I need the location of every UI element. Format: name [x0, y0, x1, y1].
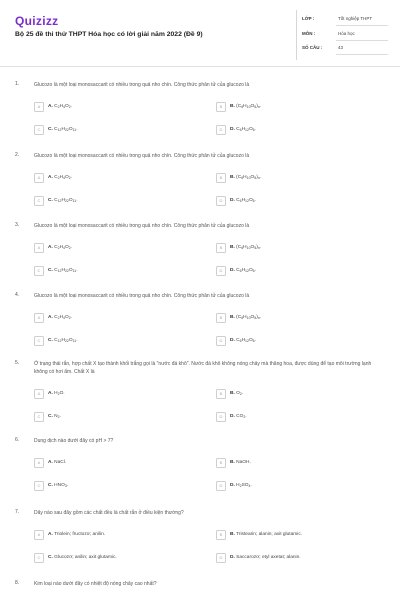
option-checkbox[interactable]: D — [216, 336, 226, 346]
option-value: $C_2H_4O_2$. — [54, 244, 73, 250]
option-checkbox[interactable]: B — [216, 389, 226, 399]
option-text — [48, 483, 68, 488]
option-value: Triolein; fructozơ; anilin. — [54, 531, 106, 537]
document-title: Bộ 25 đề thi thử THPT Hóa học có lời giải năm 2022 (Đề 9) — [15, 31, 203, 38]
option-letter: B. — [230, 459, 237, 465]
option-text — [230, 391, 243, 396]
option-letter: C. — [48, 337, 55, 343]
option-checkbox[interactable]: C — [34, 266, 44, 276]
option-letter: C. — [48, 482, 55, 488]
option-checkbox[interactable]: C — [34, 196, 44, 206]
option-checkbox[interactable]: A — [34, 389, 44, 399]
option-checkbox[interactable]: A — [34, 530, 44, 540]
option-text — [48, 414, 61, 419]
option-checkbox[interactable]: C — [34, 481, 44, 491]
option-value: $N_2$. — [54, 413, 61, 419]
option-checkbox[interactable]: C — [34, 553, 44, 563]
option-value: $(C_6H_{10}O_5)_n$. — [236, 244, 262, 250]
option-text — [48, 532, 105, 537]
option-text — [230, 460, 251, 465]
option-checkbox[interactable]: C — [34, 336, 44, 346]
option-text — [48, 338, 78, 343]
option-letter: D. — [230, 267, 237, 273]
question-text: Kim loại nào dưới đây có nhiệt độ nóng chảy cao nhất? — [34, 581, 157, 587]
option-checkbox[interactable]: A — [34, 458, 44, 468]
option-checkbox[interactable]: B — [216, 243, 226, 253]
option-text — [230, 532, 302, 537]
option-letter: B. — [230, 390, 237, 396]
option-text — [48, 555, 117, 560]
meta-label-subject: MÔN : — [302, 31, 316, 36]
option-value: $H_2SO_4$. — [236, 482, 252, 488]
question-text: Dãy nào sau đây gồm các chất đều là chất rắn ở điều kiện thường? — [34, 510, 184, 516]
meta-underline — [336, 54, 388, 55]
option-value: $C_2H_4O_2$. — [54, 174, 73, 180]
meta-label-count: SỐ CÂU : — [302, 45, 323, 50]
option-text — [48, 175, 72, 180]
option-letter: A. — [48, 244, 55, 250]
option-letter: D. — [230, 482, 237, 488]
option-text — [230, 104, 261, 109]
question-number: 7. — [15, 509, 20, 515]
option-checkbox[interactable]: C — [34, 125, 44, 135]
question-text: Glucozo là một loại monosaccarit có nhiều trong quả nho chín. Công thức phân tử của glucozo là — [34, 153, 250, 159]
question-text: Glucozo là một loại monosaccarit có nhiều trong quả nho chín. Công thức phân tử của glucozo là — [34, 82, 250, 88]
option-value: $H_2O$. — [54, 390, 65, 396]
option-value: $C_6H_{12}O_6$. — [236, 337, 256, 343]
meta-value-grade: Tốt nghiệp THPT — [338, 16, 373, 21]
option-text — [230, 414, 247, 419]
option-letter: A. — [48, 174, 55, 180]
option-checkbox[interactable]: D — [216, 125, 226, 135]
question-number: 2. — [15, 152, 20, 158]
question-text: Glucozo là một loại monosaccarit có nhiều trong quả nho chín. Công thức phân tử của glucozo là — [34, 293, 250, 299]
option-text — [230, 483, 252, 488]
option-text — [230, 555, 301, 560]
option-value: $C_{12}H_{22}O_{11}$. — [54, 197, 78, 203]
option-value: NaOH. — [236, 459, 251, 465]
option-checkbox[interactable]: A — [34, 243, 44, 253]
option-letter: A. — [48, 103, 55, 109]
option-text — [48, 198, 78, 203]
option-checkbox[interactable]: A — [34, 173, 44, 183]
option-letter: D. — [230, 126, 237, 132]
option-letter: C. — [48, 197, 55, 203]
question-number: 4. — [15, 292, 20, 298]
quizizz-logo: Quizizz — [15, 14, 59, 28]
header-divider — [296, 10, 297, 60]
option-value: $C_6H_{12}O_6$. — [236, 126, 256, 132]
option-value: NaCl. — [54, 459, 67, 465]
option-letter: C. — [48, 267, 55, 273]
question-number: 6. — [15, 437, 20, 443]
option-value: $O_2$. — [236, 390, 244, 396]
option-letter: A. — [48, 390, 55, 396]
meta-label-grade: LỚP : — [302, 16, 315, 21]
option-value: $C_2H_4O_2$. — [54, 314, 73, 320]
option-checkbox[interactable]: C — [34, 412, 44, 422]
option-letter: D. — [230, 554, 237, 560]
option-value: $HNO_3$. — [54, 482, 69, 488]
option-value: $C_6H_{12}O_6$. — [236, 197, 256, 203]
option-value: $(C_6H_{10}O_5)_n$. — [236, 174, 262, 180]
option-value: $C_{12}H_{22}O_{11}$. — [54, 126, 78, 132]
option-value: Saccarozơ; etyl axetat; alanin. — [236, 554, 301, 560]
option-text — [230, 315, 261, 320]
option-value: $(C_6H_{10}O_5)_n$. — [236, 314, 262, 320]
meta-underline — [336, 40, 388, 41]
meta-value-count: 43 — [338, 45, 344, 50]
option-value: $C_{12}H_{22}O_{11}$. — [54, 337, 78, 343]
question-text: Dung dịch nào dưới đây có pH > 7? — [34, 438, 114, 444]
option-text — [230, 127, 256, 132]
option-text — [48, 245, 72, 250]
meta-underline — [336, 25, 388, 26]
option-text — [230, 268, 256, 273]
option-value: Glucozơ; anilin; axit glutamic. — [54, 554, 117, 560]
option-checkbox[interactable]: D — [216, 553, 226, 563]
question-number: 8. — [15, 580, 20, 586]
option-letter: C. — [48, 126, 55, 132]
option-text — [48, 268, 78, 273]
option-value: $C_6H_{12}O_6$. — [236, 267, 256, 273]
option-text — [48, 127, 78, 132]
option-letter: A. — [48, 459, 55, 465]
option-letter: A. — [48, 531, 55, 537]
option-text — [48, 104, 72, 109]
option-letter: C. — [48, 554, 55, 560]
option-letter: D. — [230, 337, 237, 343]
option-value: Tristearin; alanin; axit glutamic. — [236, 531, 303, 537]
option-checkbox[interactable]: D — [216, 412, 226, 422]
option-text — [48, 460, 66, 465]
option-value: $C_{12}H_{22}O_{11}$. — [54, 267, 78, 273]
option-checkbox[interactable]: B — [216, 530, 226, 540]
option-letter: D. — [230, 413, 237, 419]
option-checkbox[interactable]: B — [216, 458, 226, 468]
option-checkbox[interactable]: B — [216, 173, 226, 183]
option-text — [230, 198, 256, 203]
option-checkbox[interactable]: B — [216, 313, 226, 323]
option-checkbox[interactable]: A — [34, 313, 44, 323]
option-letter: B. — [230, 314, 237, 320]
option-letter: B. — [230, 103, 237, 109]
question-text: Ở trạng thái rắn, hợp chất X tạo thành khối trắng gọi là "nước đá khô". Nước đá khô không nóng chảy mà thăng hoa, được dùng để tạo môi trường lạnh không có hơi ẩm. Chất X là — [34, 361, 372, 375]
option-letter: B. — [230, 531, 237, 537]
question-number: 3. — [15, 222, 20, 228]
question-number: 1. — [15, 81, 20, 87]
option-text — [230, 175, 261, 180]
worksheet-header — [0, 0, 400, 66]
option-letter: C. — [48, 413, 55, 419]
option-text — [48, 315, 72, 320]
option-checkbox[interactable]: D — [216, 196, 226, 206]
option-text — [230, 245, 261, 250]
option-letter: D. — [230, 197, 237, 203]
option-text — [48, 391, 65, 396]
option-checkbox[interactable]: A — [34, 102, 44, 112]
option-checkbox[interactable]: D — [216, 481, 226, 491]
question-number: 5. — [15, 360, 20, 366]
option-value: $CO_2$. — [236, 413, 247, 419]
question-text: Glucozo là một loại monosaccarit có nhiều trong quả nho chín. Công thức phân tử của glucozo là — [34, 223, 250, 229]
option-value: $C_2H_4O_2$. — [54, 103, 73, 109]
option-checkbox[interactable]: D — [216, 266, 226, 276]
option-letter: A. — [48, 314, 55, 320]
meta-value-subject: Hóa học — [338, 31, 355, 36]
option-value: $(C_6H_{10}O_5)_n$. — [236, 103, 262, 109]
option-checkbox[interactable]: B — [216, 102, 226, 112]
option-letter: B. — [230, 244, 237, 250]
option-letter: B. — [230, 174, 237, 180]
option-text — [230, 338, 256, 343]
header-separator — [0, 66, 400, 67]
